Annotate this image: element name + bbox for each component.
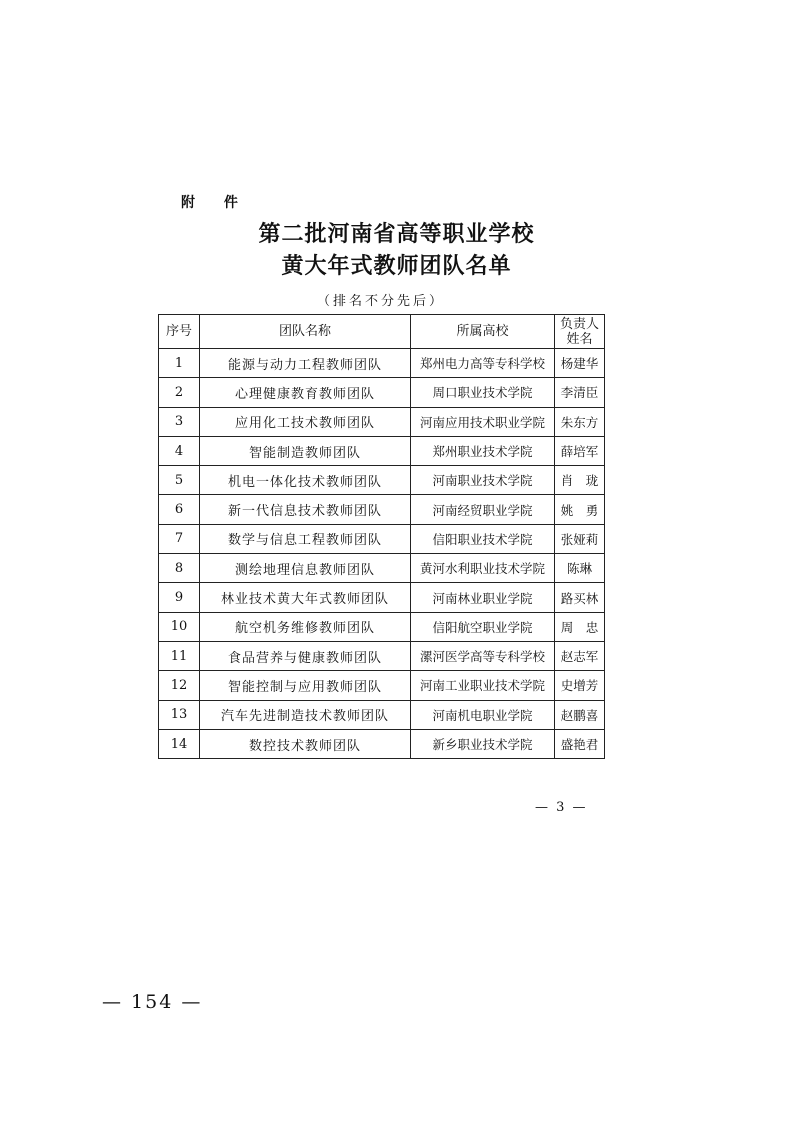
cell-school: 河南经贸职业学院 — [411, 495, 555, 524]
cell-team-name: 机电一体化技术教师团队 — [200, 466, 411, 495]
cell-school: 信阳职业技术学院 — [411, 524, 555, 553]
cell-team-name: 数控技术教师团队 — [200, 729, 411, 758]
cell-team-name: 心理健康教育教师团队 — [200, 378, 411, 407]
cell-leader: 朱东方 — [555, 407, 605, 436]
table-row — [159, 641, 605, 670]
cell-number: 13 — [159, 700, 200, 729]
column-header-number: 序号 — [159, 315, 200, 349]
cell-number: 12 — [159, 671, 200, 700]
table-row — [159, 729, 605, 758]
table-row — [159, 671, 605, 700]
cell-leader: 陈琳 — [555, 554, 605, 583]
cell-number: 8 — [159, 554, 200, 583]
table-row — [159, 407, 605, 436]
cell-school: 信阳航空职业学院 — [411, 612, 555, 641]
cell-number: 14 — [159, 729, 200, 758]
ranking-note: （排名不分先后） — [316, 294, 445, 309]
cell-leader: 史增芳 — [555, 671, 605, 700]
table-row — [159, 700, 605, 729]
cell-leader: 赵志军 — [555, 641, 605, 670]
outer-page-number: — 154 — — [102, 991, 203, 1013]
cell-leader: 李清臣 — [555, 378, 605, 407]
cell-leader: 盛艳君 — [555, 729, 605, 758]
column-header-leader: 负责人 姓名 — [555, 315, 605, 349]
column-header-team: 团队名称 — [200, 315, 411, 349]
cell-number: 4 — [159, 436, 200, 465]
cell-school: 黄河水利职业技术学院 — [411, 554, 555, 583]
cell-number: 10 — [159, 612, 200, 641]
cell-team-name: 新一代信息技术教师团队 — [200, 495, 411, 524]
cell-school: 河南职业技术学院 — [411, 466, 555, 495]
attachment-label: 附 件 — [181, 195, 250, 211]
cell-number: 11 — [159, 641, 200, 670]
cell-leader: 赵鹏喜 — [555, 700, 605, 729]
cell-team-name: 数学与信息工程教师团队 — [200, 524, 411, 553]
table-row — [159, 612, 605, 641]
table-row — [159, 378, 605, 407]
inner-page-number: — 3 — — [535, 800, 588, 815]
cell-team-name: 能源与动力工程教师团队 — [200, 349, 411, 378]
cell-school: 周口职业技术学院 — [411, 378, 555, 407]
cell-leader: 杨建华 — [555, 349, 605, 378]
cell-number: 3 — [159, 407, 200, 436]
cell-leader: 肖 珑 — [555, 466, 605, 495]
cell-team-name: 航空机务维修教师团队 — [200, 612, 411, 641]
cell-school: 郑州职业技术学院 — [411, 436, 555, 465]
cell-school: 新乡职业技术学院 — [411, 729, 555, 758]
cell-team-name: 汽车先进制造技术教师团队 — [200, 700, 411, 729]
cell-number: 2 — [159, 378, 200, 407]
cell-team-name: 林业技术黄大年式教师团队 — [200, 583, 411, 612]
table-row — [159, 524, 605, 553]
cell-leader: 周 忠 — [555, 612, 605, 641]
cell-leader: 路买林 — [555, 583, 605, 612]
table-row — [159, 583, 605, 612]
table-row — [159, 495, 605, 524]
document-title-line1: 第二批河南省高等职业学校 — [258, 222, 535, 247]
teacher-team-table — [158, 314, 605, 759]
cell-team-name: 智能控制与应用教师团队 — [200, 671, 411, 700]
cell-school: 郑州电力高等专科学校 — [411, 349, 555, 378]
cell-team-name: 智能制造教师团队 — [200, 436, 411, 465]
cell-number: 6 — [159, 495, 200, 524]
table-row — [159, 436, 605, 465]
column-header-school: 所属高校 — [411, 315, 555, 349]
table-row — [159, 349, 605, 378]
cell-number: 9 — [159, 583, 200, 612]
cell-school: 河南机电职业学院 — [411, 700, 555, 729]
table-row — [159, 554, 605, 583]
cell-team-name: 食品营养与健康教师团队 — [200, 641, 411, 670]
cell-number: 7 — [159, 524, 200, 553]
cell-school: 河南林业职业学院 — [411, 583, 555, 612]
document-title-line2: 黄大年式教师团队名单 — [281, 254, 512, 279]
cell-school: 河南工业职业技术学院 — [411, 671, 555, 700]
cell-leader: 姚 勇 — [555, 495, 605, 524]
table-header-row — [159, 315, 605, 349]
cell-school: 漯河医学高等专科学校 — [411, 641, 555, 670]
cell-leader: 张娅莉 — [555, 524, 605, 553]
cell-number: 5 — [159, 466, 200, 495]
table-row — [159, 466, 605, 495]
cell-number: 1 — [159, 349, 200, 378]
cell-leader: 薛培军 — [555, 436, 605, 465]
cell-school: 河南应用技术职业学院 — [411, 407, 555, 436]
cell-team-name: 测绘地理信息教师团队 — [200, 554, 411, 583]
cell-team-name: 应用化工技术教师团队 — [200, 407, 411, 436]
